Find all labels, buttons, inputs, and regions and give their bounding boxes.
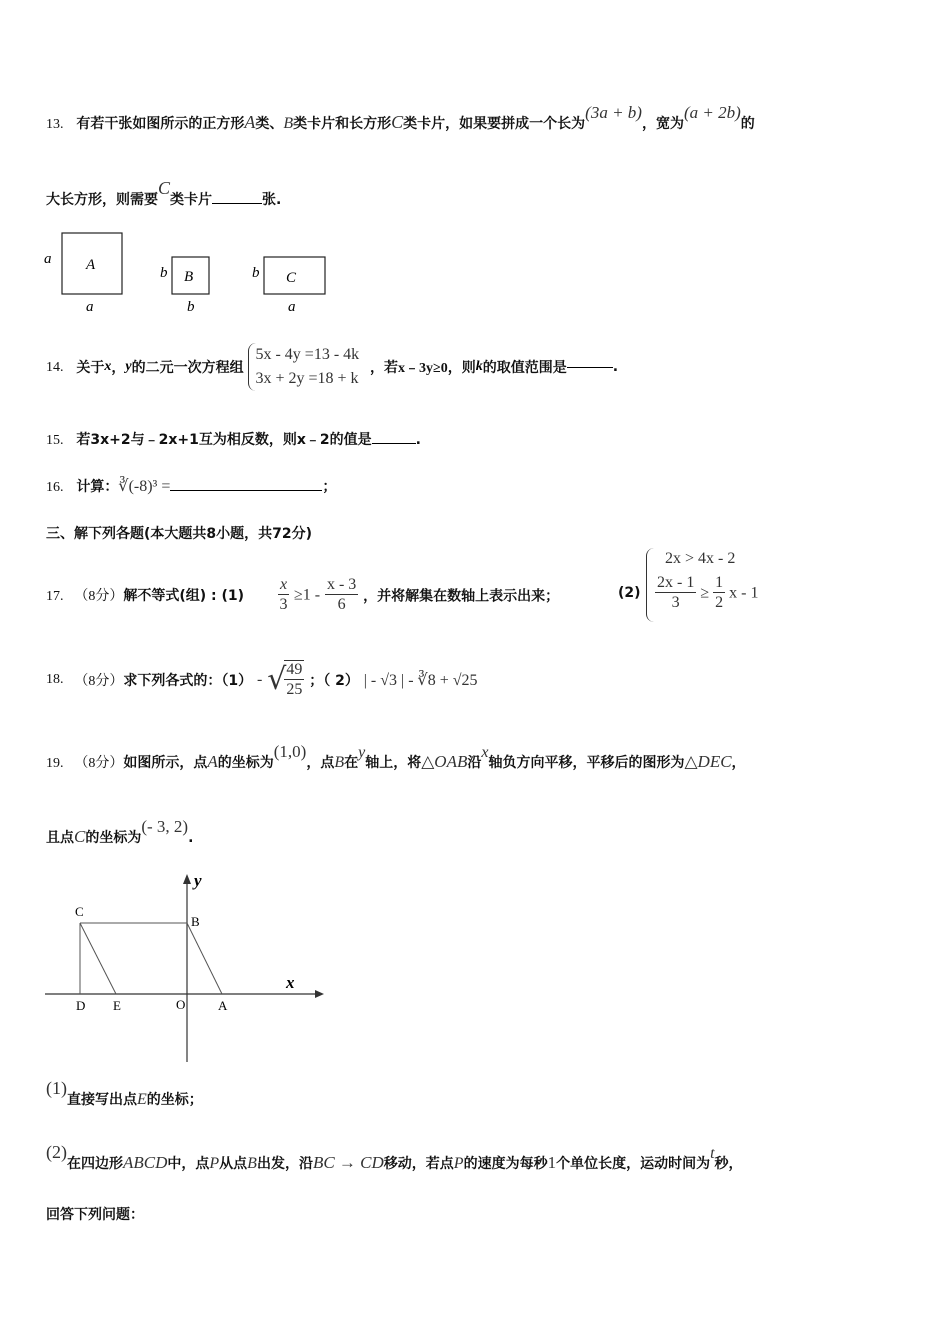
q18-root-den: 25 xyxy=(286,681,303,698)
card-A-side: a xyxy=(44,251,52,267)
point-E-label: E xyxy=(113,998,121,1013)
q19-P: P xyxy=(209,1155,220,1172)
q14-condition: x﹣3y≥0 xyxy=(398,361,448,376)
card-B-side: b xyxy=(160,265,168,281)
q15-answer-blank[interactable] xyxy=(372,443,416,444)
q17-frac1 xyxy=(278,576,289,615)
q17-score: （8分） xyxy=(74,589,124,604)
q19-text: 出发，沿 xyxy=(256,1156,313,1172)
q19-sub2-line2: 回答下列问题： xyxy=(46,1207,144,1223)
q14-text: ， xyxy=(111,360,126,376)
q19-C: C xyxy=(74,827,86,846)
q19-text: 移动，若点 xyxy=(383,1156,454,1172)
y-axis-arrow xyxy=(183,874,191,884)
q18-part2: （ 2） xyxy=(323,673,359,689)
q19-text: ， xyxy=(731,755,746,771)
q14-equation-system xyxy=(248,343,359,391)
point-C-label: C xyxy=(75,904,84,919)
q13-text: 张. xyxy=(262,192,282,208)
q13-text: ，宽为 xyxy=(641,116,684,132)
q17-text: ，并将解集在数轴上表示出来； xyxy=(363,588,560,605)
q17-sys1: 2x > 4x - 2 xyxy=(665,550,736,567)
point-D-label: D xyxy=(76,998,86,1013)
q15-line xyxy=(46,429,421,449)
q17-number: 17. xyxy=(46,589,64,604)
q13-text: 的 xyxy=(740,116,755,132)
q13-length: (3a + b) xyxy=(585,103,642,122)
q19-sub1-number: (1) xyxy=(46,1078,67,1098)
card-B-bottom: b xyxy=(187,299,195,315)
q19-score: （8分） xyxy=(74,756,124,771)
q18-root-num: 49 xyxy=(286,661,303,678)
q17-sys-frac2-den: 2 xyxy=(715,594,724,611)
q13-C: C xyxy=(391,112,404,132)
card-C-bottom: a xyxy=(288,299,296,315)
q19-P2: P xyxy=(453,1155,464,1172)
q13-cards-figure xyxy=(40,225,340,320)
q14-number: 14. xyxy=(46,360,64,375)
section-3-heading: 三、解下列各题(本大题共8小题，共72分) xyxy=(46,526,313,542)
card-B-label: B xyxy=(184,269,194,285)
q19-text: 轴负方向平移，平移后的图形为 xyxy=(488,755,685,771)
q14-answer-blank[interactable] xyxy=(567,367,613,368)
q17-sys-frac1-den: 3 xyxy=(671,594,680,611)
q19-text: 如图所示，点 xyxy=(123,755,208,771)
q19-y-axis: y xyxy=(358,744,366,761)
q19-text: 的坐标； xyxy=(146,1092,203,1108)
q19-triangle-DEC: △DEC xyxy=(684,752,732,771)
q19-sub1 xyxy=(46,1078,203,1109)
q14-text: . xyxy=(612,359,619,375)
q17-frac2-num: x - 3 xyxy=(326,576,357,593)
q17-inequality-system xyxy=(646,548,773,622)
q19-line1 xyxy=(46,742,746,772)
q19-text: . xyxy=(188,830,194,846)
q19-B2: B xyxy=(247,1155,257,1172)
q19-text: 秒， xyxy=(714,1156,743,1172)
q18-root-frac xyxy=(284,660,304,700)
q16-expression: ∛(-8)³ = xyxy=(118,478,171,495)
q19-E: E xyxy=(137,1091,147,1108)
q14-text: ，若 xyxy=(370,360,399,376)
q19-t: t xyxy=(710,1145,715,1162)
q19-text: 在 xyxy=(344,755,359,771)
q13-line2 xyxy=(46,178,282,209)
q16-number: 16. xyxy=(46,480,64,495)
q18-expression: | - √3 | - ∛8 + √25 xyxy=(363,672,478,689)
y-axis-label: y xyxy=(194,871,202,890)
q19-triangle-OAB: △OAB xyxy=(421,752,468,771)
q19-sub2 xyxy=(46,1142,743,1173)
q14-text: 关于 xyxy=(76,360,105,376)
q19-A-coord: (1,0) xyxy=(273,742,307,761)
card-C-label: C xyxy=(286,270,297,286)
q19-line2 xyxy=(46,817,194,847)
q14-text: ，则 xyxy=(447,360,476,376)
q13-C2: C xyxy=(158,178,171,198)
q16-text: 计算： xyxy=(76,479,119,495)
q13-text: 类、 xyxy=(255,116,284,132)
q19-text: 直接写出点 xyxy=(67,1092,137,1108)
q18-score: （8分） xyxy=(74,674,124,689)
q19-C-coord: (- 3, 2) xyxy=(141,817,189,836)
q17-sys-frac1-num: 2x - 1 xyxy=(657,574,695,591)
q19-text: 的坐标为 xyxy=(217,755,274,771)
q19-text: 的速度为每秒 xyxy=(463,1156,548,1172)
q17-frac2-den: 6 xyxy=(337,596,346,613)
q15-text: 若3x+2与﹣2x+1互为相反数，则x﹣2的值是 xyxy=(76,432,372,448)
q18-radical: √ xyxy=(267,662,287,697)
q14-text: 的二元一次方程组 xyxy=(131,360,244,376)
q17-sys-ge: ≥ xyxy=(700,584,710,602)
card-A-label: A xyxy=(86,257,96,273)
q18-part1: （1） xyxy=(221,673,253,689)
q14-eq1: 5x - 4y =13 - 4k xyxy=(255,346,360,363)
q19-path: BC → CD xyxy=(312,1153,384,1172)
segment-BA xyxy=(187,923,222,994)
q15-text: . xyxy=(415,432,421,448)
point-B-label: B xyxy=(191,914,200,929)
q19-text: ，点 xyxy=(306,755,335,771)
q16-line xyxy=(46,476,336,496)
q18-number: 18. xyxy=(46,672,64,687)
q14-y: y xyxy=(125,359,132,374)
q19-text: 中，点 xyxy=(167,1156,210,1172)
q19-sub2-number: (2) xyxy=(46,1142,67,1162)
q14-x: x xyxy=(104,359,112,374)
q14-k: k xyxy=(475,359,483,374)
q17-sys-frac2-num: 1 xyxy=(715,574,724,591)
q16-text: ； xyxy=(322,479,337,495)
q19-B: B xyxy=(334,754,345,771)
point-O-label: O xyxy=(176,997,186,1012)
q13-width: (a + 2b) xyxy=(683,103,741,122)
x-axis-label: x xyxy=(286,973,295,992)
q19-text: 的坐标为 xyxy=(85,830,142,846)
point-A-label: A xyxy=(218,998,228,1013)
q18-neg: - xyxy=(257,671,263,688)
q13-text: 类卡片和长方形 xyxy=(293,116,392,132)
q13-text: 有若干张如图所示的正方形 xyxy=(76,116,245,132)
q13-text: 大长方形，则需要 xyxy=(46,192,158,208)
q19-A: A xyxy=(207,752,218,771)
q14-line xyxy=(46,343,618,391)
q17-part2-label: (2) xyxy=(618,585,641,601)
q18-text: ； xyxy=(309,673,324,689)
q19-number: 19. xyxy=(46,756,64,771)
q17-sys-frac2 xyxy=(713,574,725,613)
q13-text: 类卡片 xyxy=(170,192,213,208)
q19-one: 1 xyxy=(547,1153,557,1172)
q17-frac2 xyxy=(325,576,358,615)
q17-frac1-num: x xyxy=(280,576,288,593)
segment-CE xyxy=(80,923,116,994)
q19-text: 个单位长度，运动时间为 xyxy=(556,1156,711,1172)
q13-line1 xyxy=(46,103,755,133)
q19-x-axis: x xyxy=(481,744,489,761)
q17-frac1-den: 3 xyxy=(279,596,288,613)
q17-sys-frac1 xyxy=(655,574,696,613)
q13-answer-blank[interactable] xyxy=(212,203,262,204)
q18-line xyxy=(46,660,478,700)
q19-text: 且点 xyxy=(46,830,74,846)
q14-eq2: 3x + 2y =18 + k xyxy=(255,370,359,387)
q17-sys-tail: x - 1 xyxy=(729,584,759,602)
q16-answer-blank[interactable] xyxy=(170,490,322,491)
q17-mid: ≥1 - xyxy=(293,586,321,604)
q13-A: A xyxy=(244,112,256,132)
q19-quad-ABCD: ABCD xyxy=(123,1153,168,1172)
q13-number: 13. xyxy=(46,117,64,132)
q19-text: 从点 xyxy=(219,1156,248,1172)
x-axis-arrow xyxy=(315,990,324,998)
q18-text: 求下列各式的： xyxy=(123,673,222,689)
q17-text: 解不等式(组) : (1) xyxy=(123,588,245,604)
q15-number: 15. xyxy=(46,433,64,448)
q19-text: 轴上，将 xyxy=(365,755,422,771)
q13-B: B xyxy=(283,115,294,132)
card-C-side: b xyxy=(252,265,260,281)
q19-text: 在四边形 xyxy=(67,1156,123,1172)
card-A-bottom: a xyxy=(86,299,94,315)
q13-text: 类卡片，如果要拼成一个长为 xyxy=(403,116,586,132)
q19-text: 沿 xyxy=(467,755,482,771)
q19-coordinate-figure xyxy=(40,870,340,1070)
q14-text: 的取值范围是 xyxy=(482,360,567,376)
